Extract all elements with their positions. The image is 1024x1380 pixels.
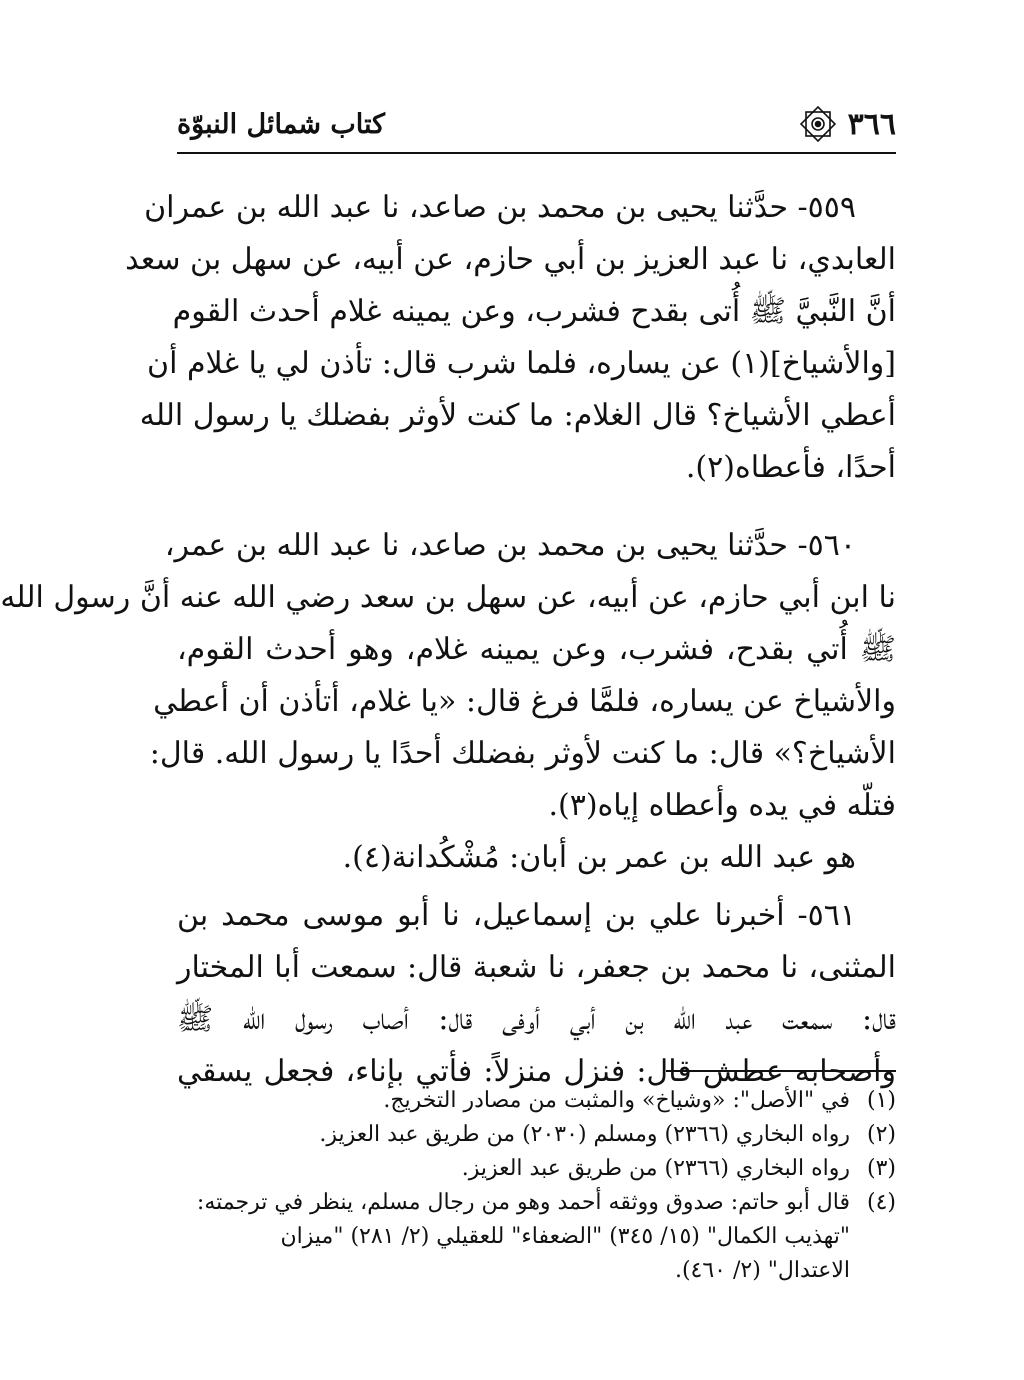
text-line: أعطي الأشياخ؟ قال الغلام: ما كنت لأوثر بفضلك يا رسول الله [139,398,896,433]
text-line: العابدي، نا عبد العزيز بن أبي حازم، عن أبيه، عن سهل بن سعد [125,242,896,277]
text-line: المثنى، نا محمد بن جعفر، نا شعبة قال: سمعت أبا المختار [177,950,896,985]
footnotes [177,1070,896,1288]
footnote-text: الاعتدال" (٢/ ٤٦٠). [674,1258,850,1283]
text-line: نا ابن أبي حازم، عن أبيه، عن سهل بن سعد رضي الله عنه أنَّ رسول الله [0,580,896,615]
footnote-mark: (٣) [866,1156,896,1181]
footnote-2 [177,1118,896,1152]
footnote-divider [666,1070,896,1072]
page-number-group [796,105,896,143]
text-line: ٥٥٩- حدَّثنا يحيى بن محمد بن صاعد، نا عبد الله بن عمران [144,190,856,225]
footnote-mark: (٤) [866,1190,896,1215]
footnote-mark: (١) [866,1088,896,1113]
hadith-559 [125,182,896,494]
text-line: قال: سمعت عبد الله بن أبي أوفى قال: أصاب رسول الله ﷺ [177,1002,896,1037]
main-text [0,182,896,1098]
text-line: وأصحابه عطش قال: فنزل منزلاً: فأتي بإناء، فجعل يسقي [177,1054,896,1089]
book-title: كتاب شمائل النبوّة [177,108,385,140]
text-line: والأشياخ عن يساره، فلمَّا فرغ قال: «يا غلام، أتأذن أن أعطي [153,684,896,719]
footnote-4 [177,1186,896,1288]
ornament-icon [796,105,840,143]
footnote-3 [177,1152,896,1186]
footnote-text: في "الأصل": «وشياخ» والمثبت من مصادر التخريج. [383,1088,850,1113]
footnote-1 [177,1084,896,1118]
text-line: فتلّه في يده وأعطاه إياه(٣). [548,788,896,823]
text-line: ٥٦١- أخبرنا علي بن إسماعيل، نا أبو موسى محمد بن [177,898,856,933]
hadith-561 [177,890,896,1098]
page-header [177,96,896,154]
hadith-560 [0,520,896,884]
narrator-note: هو عبد الله بن عمر بن أبان: مُشْكُدانة(٤). [342,840,856,875]
footnote-text: "تهذيب الكمال" (١٥/ ٣٤٥) "الضعفاء" للعقيلي (٢/ ٢٨١) "ميزان [280,1224,850,1249]
text-line: الأشياخ؟» قال: ما كنت لأوثر بفضلك أحدًا يا رسول الله. قال: [149,736,896,771]
text-line: أنَّ النَّبيَّ ﷺ أُتى بقدح فشرب، وعن يمينه غلام أحدث القوم [172,294,896,329]
text-line: ٥٦٠- حدَّثنا يحيى بن محمد بن صاعد، نا عبد الله بن عمر، [164,528,856,563]
footnote-text: رواه البخاري (٢٣٦٦) ومسلم (٢٠٣٠) من طريق عبد العزيز. [319,1122,850,1147]
text-line: [والأشياخ](١) عن يساره، فلما شرب قال: تأذن لي يا غلام أن [147,346,896,381]
footnote-mark: (٢) [866,1122,896,1147]
footnote-text: قال أبو حاتم: صدوق ووثقه أحمد وهو من رجال مسلم، ينظر في ترجمته: [196,1190,850,1215]
page-number: ٣٦٦ [847,106,896,142]
footnote-text: رواه البخاري (٢٣٦٦) من طريق عبد العزيز. [461,1156,850,1181]
text-line: أحدًا، فأعطاه(٢). [685,450,896,485]
text-line: ﷺ أُتي بقدح، فشرب، وعن يمينه غلام، وهو أحدث القوم، [177,632,896,667]
